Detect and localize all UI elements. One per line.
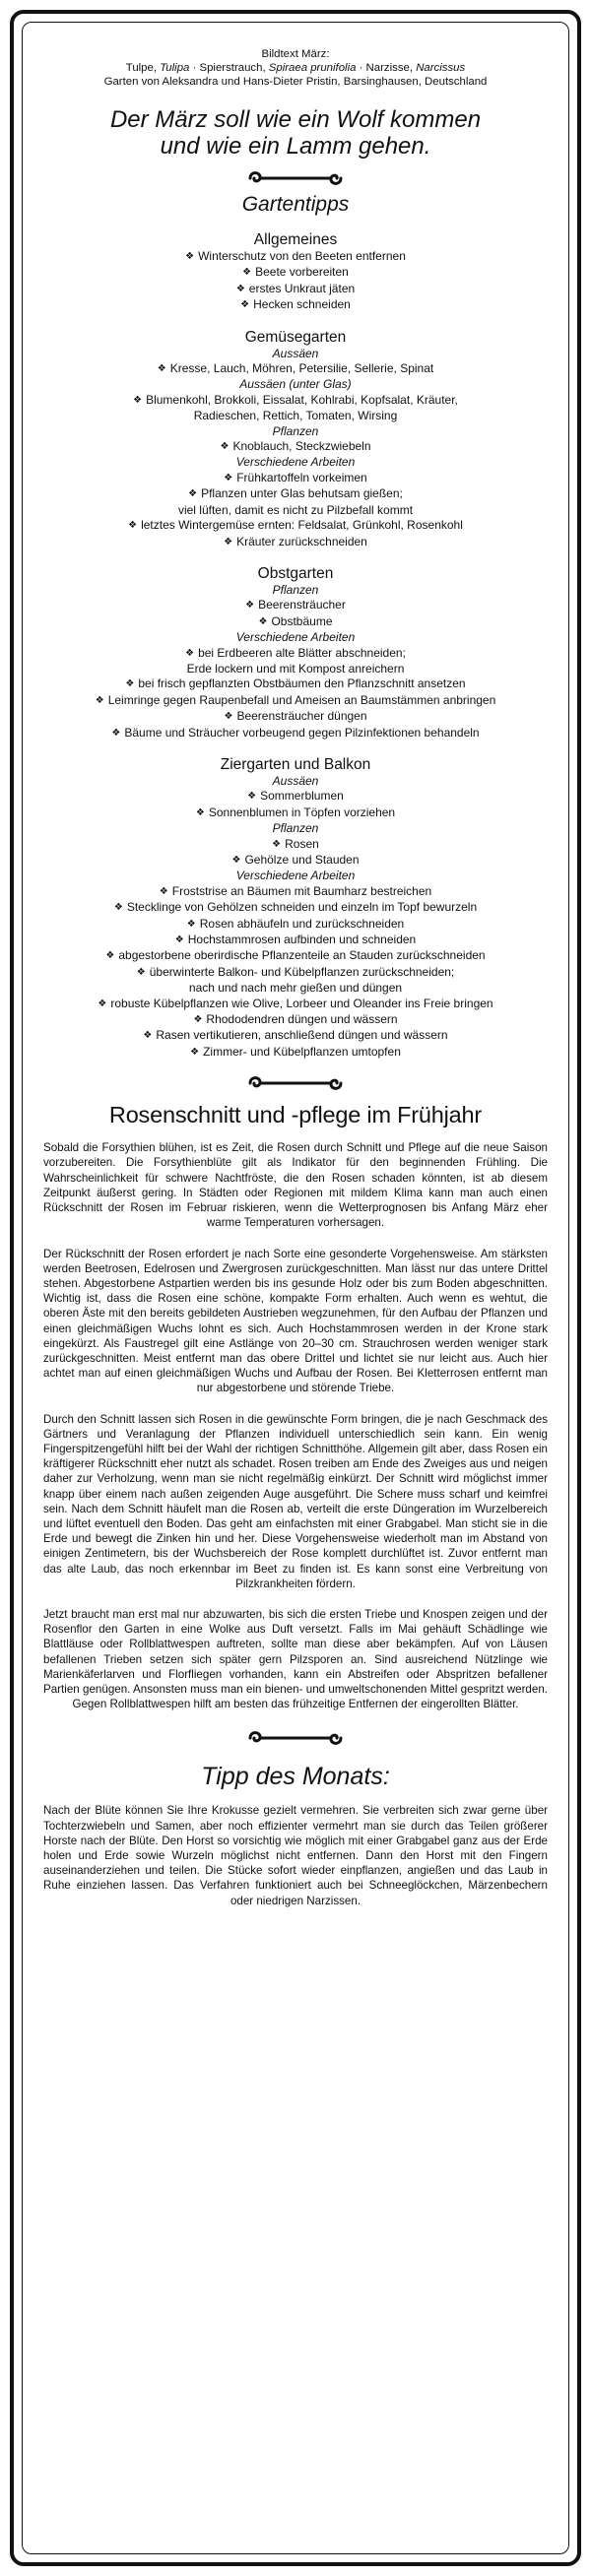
diamond-bullet-icon: ❖ [95, 694, 104, 706]
tips-item-text: letztes Wintergemüse ernten: Feldsalat, Grünkohl, Rosenkohl [141, 518, 463, 533]
tips-section [43, 230, 548, 314]
tips-subheading: Verschiedene Arbeiten [235, 869, 356, 883]
proverb-quote [43, 106, 548, 160]
tips-item [43, 948, 548, 964]
diamond-bullet-icon: ❖ [185, 647, 195, 659]
tips-item-text: Bäume und Sträucher vorbeugend gegen Pilzinfektionen behandeln [124, 725, 480, 740]
tips-item-continuation [43, 503, 548, 518]
tips-item-text: Hecken schneiden [253, 297, 351, 312]
diamond-bullet-icon: ❖ [111, 727, 121, 739]
rosen-paragraph: Jetzt braucht man erst mal nur abzuwarten, bis sich die ersten Triebe und Knospen zeigen und der Rosenflor den Garten in eine Wolke aus Duft versetzt. Falls im Mai gehäuft Schädlinge wie Blattläuse oder Rollblattwespen auftreten, sollte man diese aber bekämpfen. Auf von Läusen befallenen Trieben setzen sich später gern Pilzsporen an. Sind ausreichend Nützlinge wie Marienkäferlarven und Florfliegen vorhanden, kann ein Abstreifen oder Abspritzen befallener Partien genügen. Ansonsten muss man ein bienen- und umweltschonenden Mittel gespritzt werden. Gegen Rollblattwespen hilft am besten das frühzeitige Entfernen der eingerollten Blätter. [43, 1607, 548, 1711]
tips-section [43, 564, 548, 741]
tips-item-continuation [43, 981, 548, 996]
rosen-paragraph: Der Rückschnitt der Rosen erfordert je nach Sorte eine gesonderte Vorgehensweise. Am stärksten werden Beetrosen, Edelrosen und Zwergrosen zurückgeschnitten. Man lässt nur das untere Drittel stehen. Abgestorbene Astpartien werden bis ins gesunde Holz oder bis zum Boden abgeschnitten. Wichtig ist, dass die Rosen eine schöne, kompakte Form erhalten. Auch wenn es wehtut, die oberen Äste mit den bereits gebildeten Austrieben wegzunehmen, für den Aufbau der Pflanzen und einen gleichmäßigen Wuchs lohnt es sich. Auch Hochstammrosen werden in der Krone stark eingekürzt. Als Faustregel gilt eine Astlänge von 20–30 cm. Strauchrosen werden weniger stark zurückgeschnitten. Meist entfernt man das obere Drittel und lichtet sie nur leicht aus. Auch hier achtet man auf einen gleichmäßigen Wuchs und Aufbau der Rosen. Bei Kletterrosen entfernt man nur abgestorbene und störende Triebe. [43, 1247, 548, 1395]
tips-section-title: Obstgarten [257, 564, 334, 582]
tips-item-text: Obstbäume [271, 613, 333, 628]
tips-item [43, 965, 548, 981]
tips-item-text: Zimmer- und Kübelpflanzen umtopfen [203, 1044, 401, 1059]
tips-item [43, 693, 548, 709]
diamond-bullet-icon: ❖ [98, 998, 107, 1009]
tips-item-text: erstes Unkraut jäten [248, 281, 356, 295]
tips-item [43, 486, 548, 502]
tips-item [43, 789, 548, 805]
tips-item [43, 676, 548, 692]
tips-item-text: Radieschen, Rettich, Tomaten, Wirsing [193, 409, 398, 423]
tipp-heading: Tipp des Monats: [201, 1763, 390, 1791]
tips-subheading: Pflanzen [272, 582, 319, 597]
tips-item [43, 249, 548, 265]
tips-section-title: Allgemeines [253, 231, 338, 248]
image-caption [43, 47, 548, 89]
tips-item-text: Sonnenblumen in Töpfen vorziehen [208, 805, 396, 819]
tips-item-text: Pflanzen unter Glas behutsam gießen; [201, 486, 403, 501]
tips-item-text: Rhododendren düngen und wässern [206, 1012, 398, 1027]
caption-line-1: Bildtext März: [261, 48, 330, 60]
diamond-bullet-icon: ❖ [245, 600, 255, 612]
tips-item [43, 614, 548, 630]
proverb-line-2: und wie ein Lamm gehen. [160, 133, 431, 160]
tips-section [43, 755, 548, 1061]
page-content [43, 47, 548, 1924]
tips-item-text: Stecklinge von Gehölzen schneiden und einzeln im Topf bewurzeln [126, 900, 478, 915]
tips-item [43, 598, 548, 613]
diamond-bullet-icon: ❖ [186, 918, 196, 930]
diamond-bullet-icon: ❖ [193, 1014, 203, 1026]
diamond-bullet-icon: ❖ [188, 488, 198, 500]
tips-item [43, 997, 548, 1012]
tips-item [43, 535, 548, 550]
tips-subheading: Pflanzen [272, 423, 319, 438]
diamond-bullet-icon: ❖ [128, 520, 138, 532]
tips-subheading: Verschiedene Arbeiten [235, 630, 356, 645]
diamond-bullet-icon: ❖ [105, 950, 115, 962]
diamond-bullet-icon: ❖ [224, 472, 233, 483]
tips-item-text: Rosen [285, 836, 319, 851]
tips-item [43, 837, 548, 853]
rosen-paragraph: Sobald die Forsythien blühen, ist es Zeit, die Rosen durch Schnitt und Pflege auf die neue Saison vorzubereiten. Die Forsythienblüte gilt als Indikator für den beginnenden Frühling. Die Wahrscheinlichkeit für schwere Nachtfröste, die den Rosen schaden könnten, ist ab diesem Zeitpunkt äußerst gering. In Städten oder Regionen mit mildem Klima kann man auch einen Rückschnitt der Rosen im Februar riskieren, wenn die Wetterprognosen bis Anfang März eher warme Temperaturen vorhersagen. [43, 1141, 548, 1230]
tips-item [43, 471, 548, 486]
tips-item [43, 884, 548, 900]
tips-item-text: Kräuter zurückschneiden [236, 534, 367, 548]
caption-line-2: Tulpe, Tulipa · Spierstrauch, Spiraea prunifolia · Narzisse, Narcissus [125, 62, 466, 74]
tips-item [43, 805, 548, 821]
tips-item-text: Hochstammrosen aufbinden und schneiden [187, 933, 417, 947]
tips-item-text: Frühkartoffeln vorkeimen [236, 470, 367, 484]
tips-item [43, 282, 548, 297]
tips-item-text: viel lüften, damit es nicht zu Pilzbefall kommt [177, 502, 414, 517]
tips-subheading: Aussäen (unter Glas) [239, 377, 352, 392]
tips-item-text: Froststrise an Bäumen mit Baumharz bestreichen [171, 883, 432, 898]
tips-item [43, 361, 548, 377]
tips-section-title: Gemüsegarten [244, 328, 347, 346]
rosen-paragraph: Durch den Schnitt lassen sich Rosen in die gewünschte Form bringen, die je nach Geschmack des Gärtners und Veranlagung der Pflanzen individuell unterschiedlich sein kann. Ein wenig Fingerspitzengefühl hilft bei der Wahl der richtigen Schnitthöhe. Allgemein gilt aber, dass Rosen ein kräftigerer Rückschnitt eher nutzt als schadet. Rosen treiben am Ende des Zweiges aus und neigen daher zur Verholzung, wenn man sie nicht regelmäßig einkürzt. Der Schnitt wird möglichst immer knapp über einem nach außen zeigenden Auge ausgeführt. Die Schere muss scharf und keimfrei sein. Nach dem Schnitt häufelt man die Rosen ab, verteilt die erste Düngeration im Wurzelbereich und lüftet eventuell den Boden. Das geht am einfachsten mit einer Grabgabel. Man sticht sie in die Erde und bewegt die Zinken hin und her. Diese Vorgehensweise wiederholt man im Abstand von einigen Zentimetern, bis der Wuchsbereich der Rose komplett durchlüftet ist. Zuvor entfernt man das alte Laub, das noch erkennbar im Beet zu finden ist. Es kann sonst eine Verbreitung von Pilzkrankheiten fördern. [43, 1412, 548, 1590]
tips-item [43, 265, 548, 281]
gartentipps-list [43, 230, 548, 1061]
tips-subheading: Pflanzen [272, 821, 319, 836]
diamond-bullet-icon: ❖ [272, 838, 282, 850]
diamond-bullet-icon: ❖ [190, 1046, 200, 1058]
diamond-bullet-icon: ❖ [136, 966, 146, 978]
diamond-bullet-icon: ❖ [125, 678, 135, 690]
diamond-bullet-icon: ❖ [143, 1030, 153, 1042]
gartentipps-heading: Gartentipps [241, 193, 350, 216]
tips-item-text: abgestorbene oberirdische Pflanzenteile an Stauden zurückschneiden [118, 948, 486, 963]
tips-item-text: Winterschutz von den Beeten entfernen [198, 249, 406, 263]
tips-item [43, 933, 548, 948]
diamond-bullet-icon: ❖ [185, 251, 195, 262]
tips-item-text: Knoblauch, Steckzwiebeln [232, 439, 371, 454]
diamond-bullet-icon: ❖ [159, 885, 168, 897]
tips-item-text: Blumenkohl, Brokkoli, Eissalat, Kohlrabi, Kopfsalat, Kräuter, [146, 392, 458, 407]
tips-item [43, 518, 548, 534]
tips-item [43, 1012, 548, 1028]
tips-item-text: Gehölze und Stauden [244, 853, 360, 867]
diamond-bullet-icon: ❖ [240, 299, 250, 311]
tips-item-text: robuste Kübelpflanzen wie Olive, Lorbeer und Oleander ins Freie bringen [110, 996, 493, 1010]
tips-item-text: Rosen abhäufeln und zurückschneiden [199, 916, 405, 931]
diamond-bullet-icon: ❖ [231, 855, 241, 866]
tips-item-text: nach und nach mehr gießen und düngen [188, 981, 403, 996]
diamond-bullet-icon: ❖ [220, 441, 230, 453]
tips-item [43, 646, 548, 662]
tips-item-text: Sommerblumen [260, 789, 344, 804]
diamond-bullet-icon: ❖ [174, 934, 184, 946]
proverb-line-1: Der März soll wie ein Wolf kommen [109, 106, 482, 133]
tipp-paragraph: Nach der Blüte können Sie Ihre Krokusse gezielt vermehren. Sie verbreiten sich zwar gerne über Tochterzwiebeln und Samen, aber noch effizienter vermehrt man sie durch das Teilen größerer Horste nach der Blüte. Den Horst so vorsichtig wie möglich mit einer Grabgabel ganz aus der Erde holen und Erde sowie Wurzeln möglichst nicht entfernen. Dann den Horst mit den Fingern auseinanderziehen und teilen. Die Stücke sofort wieder einpflanzen, angießen und das Laub in Ruhe einziehen lassen. Das Verfahren funktioniert auch bei Schneeglöckchen, Märzenbechern oder niedrigen Narzissen. [43, 1804, 548, 1907]
tips-item-text: bei frisch gepflanzten Obstbäumen den Pflanzschnitt ansetzen [138, 676, 466, 691]
diamond-bullet-icon: ❖ [242, 267, 252, 279]
tips-item-text: Beete vorbereiten [255, 265, 349, 280]
tips-item-continuation [43, 662, 548, 676]
tips-item [43, 900, 548, 916]
diamond-bullet-icon: ❖ [224, 536, 233, 547]
diamond-bullet-icon: ❖ [258, 615, 268, 627]
tips-item [43, 726, 548, 741]
tips-section [43, 328, 548, 550]
caption-line-3: Garten von Aleksandra und Hans-Dieter Pristin, Barsinghausen, Deutschland [103, 76, 488, 88]
tips-item-text: Beerensträucher düngen [236, 709, 367, 724]
diamond-bullet-icon: ❖ [247, 791, 257, 803]
tips-item [43, 853, 548, 869]
diamond-bullet-icon: ❖ [224, 711, 233, 723]
tips-item [43, 1028, 548, 1044]
tips-item-text: Rasen vertikutieren, anschließend düngen und wässern [156, 1028, 448, 1043]
tips-item [43, 297, 548, 313]
tips-item-text: Kresse, Lauch, Möhren, Petersilie, Sellerie, Spinat [169, 361, 434, 376]
tips-item [43, 709, 548, 725]
tips-subheading: Aussäen [272, 346, 319, 360]
tips-item [43, 1045, 548, 1061]
tips-item [43, 439, 548, 455]
tips-item [43, 393, 548, 409]
tips-item-text: Leimringe gegen Raupenbefall und Ameisen an Baumstämmen anbringen [107, 692, 496, 707]
tips-item-text: Beerensträucher [258, 598, 346, 612]
tips-subheading: Verschiedene Arbeiten [235, 455, 356, 470]
tips-item-text: überwinterte Balkon- und Kübelpflanzen zurückschneiden; [149, 964, 455, 979]
tips-item [43, 917, 548, 933]
diamond-bullet-icon: ❖ [235, 283, 245, 294]
rosen-heading: Rosenschnitt und -pflege im Frühjahr [108, 1102, 483, 1128]
diamond-bullet-icon: ❖ [157, 363, 166, 375]
diamond-bullet-icon: ❖ [133, 394, 143, 406]
tips-subheading: Aussäen [272, 773, 319, 788]
flourish-ornament-icon [244, 1072, 347, 1094]
tips-item-text: Erde lockern und mit Kompost anreichern [186, 661, 405, 676]
tips-section-title: Ziergarten und Balkon [220, 755, 371, 773]
diamond-bullet-icon: ❖ [113, 902, 123, 914]
flourish-ornament-icon [244, 167, 347, 189]
flourish-ornament-icon [244, 1727, 347, 1749]
tips-item-text: bei Erdbeeren alte Blätter abschneiden; [198, 645, 406, 660]
tips-item-continuation [43, 409, 548, 423]
diamond-bullet-icon: ❖ [195, 806, 205, 818]
